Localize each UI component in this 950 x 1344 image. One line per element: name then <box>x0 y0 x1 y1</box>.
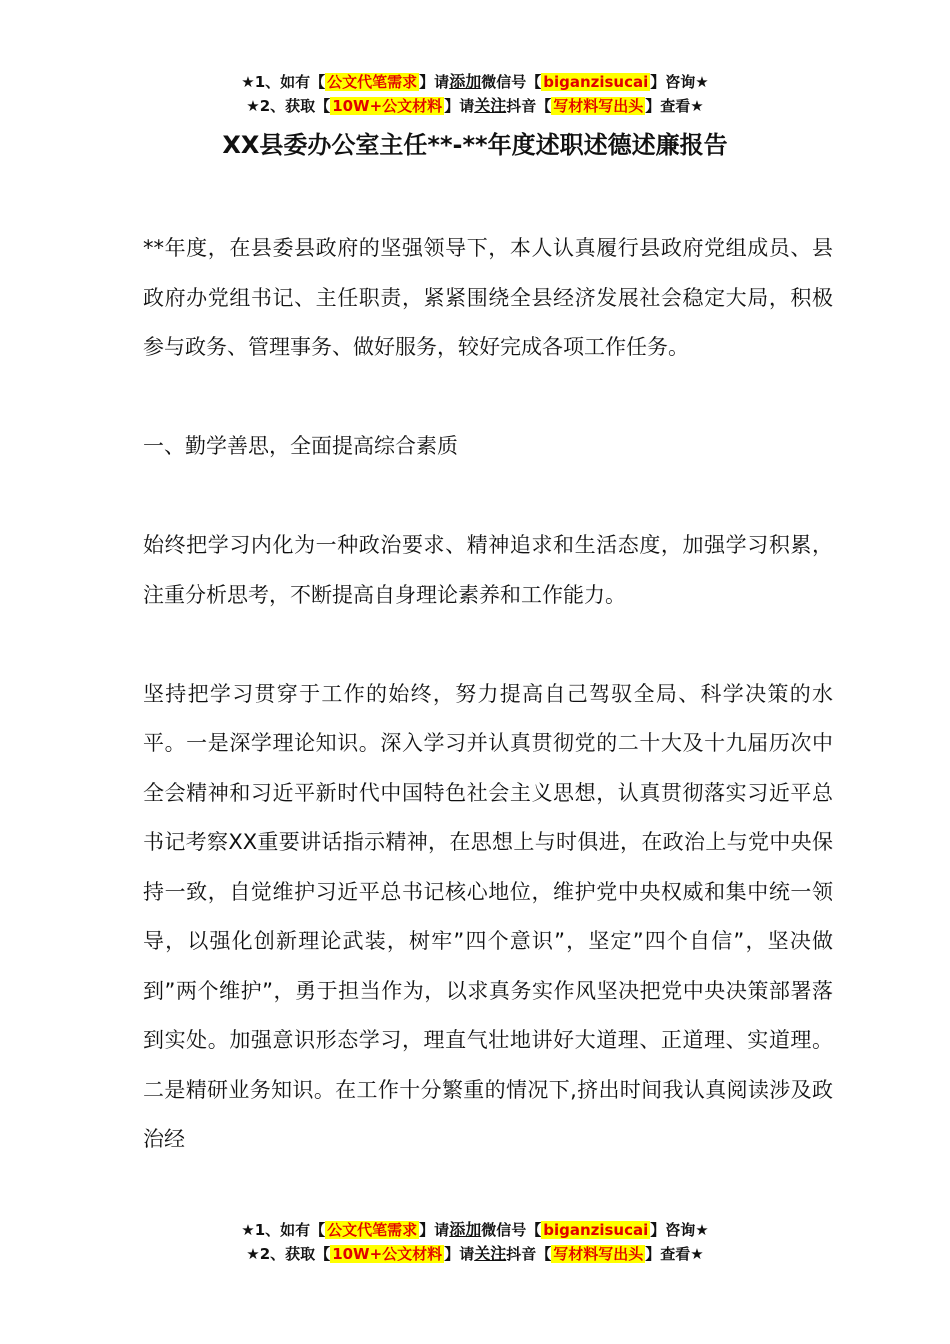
paragraph: 坚持把学习贯穿于工作的始终，努力提高自己驾驭全局、科学决策的水平。一是深学理论知识。深入学习并认真贯彻党的二十大及十九届历次中全会精神和习近平新时代中国特色社会主义思想，认真贯彻落实习近平总书记考察XX重要讲话指示精神，在思想上与时俱进，在政治上与党中央保持一致，自觉维护习近平总书记核心地位，维护党中央权威和集中统一领导，以强化创新理论武装，树牢”四个意识”，坚定”四个自信”，坚决做到”两个维护”，勇于担当作为，以求真务实作风坚决把党中央决策部署落到实处。加强意识形态学习，理直气壮地讲好大道理、正道理、实道理。二是精研业务知识。在工作十分繁重的情况下,挤出时间我认真阅读涉及政治经 <box>143 681 833 1151</box>
paragraph: 始终把学习内化为一种政治要求、精神追求和生活态度，加强学习积累，注重分析思考，不断提高自身理论素养和工作能力。 <box>143 533 833 607</box>
document-title: XX县委办公室主任**-**年度述职述德述廉报告 <box>222 131 728 159</box>
banner-text: ★2、获取【 <box>246 97 331 115</box>
paragraph-intro: **年度，在县委县政府的坚强领导下，本人认真履行县政府党组成员、县政府办党组书记、主任职责，紧紧围绕全县经济发展社会稳定大局，积极参与政务、管理事务、做好服务，较好完成各项工作任务。 <box>143 236 833 359</box>
banner-text: 】查看★ <box>645 97 704 115</box>
banner-line-2 <box>0 1242 950 1266</box>
banner-text: 抖音【 <box>506 1245 552 1263</box>
banner-text: 】咨询★ <box>650 1221 709 1239</box>
banner-text: 】咨询★ <box>650 73 709 91</box>
banner-text: 抖音【 <box>506 97 552 115</box>
banner-underline: 添加 <box>449 72 482 91</box>
banner-underline: 添加 <box>449 1220 482 1239</box>
banner-wechat-id: biganzisucai <box>543 1221 649 1239</box>
section-heading: 一、勤学善思，全面提高综合素质 <box>143 434 458 458</box>
banner-text: 】请 <box>444 1245 475 1263</box>
banner-text: 】查看★ <box>645 1245 704 1263</box>
header-banner <box>0 70 950 118</box>
banner-text: 微信号【 <box>481 1221 542 1239</box>
banner-highlight: 10W+公文材料 <box>332 1245 443 1263</box>
banner-text: 】请 <box>419 1221 450 1239</box>
banner-underline: 关注 <box>474 1244 507 1263</box>
document-body <box>143 224 833 1214</box>
banner-line-1 <box>0 1218 950 1242</box>
banner-highlight: 公文代笔需求 <box>327 1221 418 1239</box>
banner-text: ★2、获取【 <box>246 1245 331 1263</box>
banner-underline: 关注 <box>474 96 507 115</box>
banner-text: ★1、如有【 <box>241 73 326 91</box>
banner-highlight: 公文代笔需求 <box>327 73 418 91</box>
banner-text: 】请 <box>419 73 450 91</box>
banner-text: 微信号【 <box>481 73 542 91</box>
banner-highlight: 写材料写出头 <box>553 1245 644 1263</box>
banner-wechat-id: biganzisucai <box>543 73 649 91</box>
banner-line-1 <box>0 70 950 94</box>
banner-highlight: 写材料写出头 <box>553 97 644 115</box>
banner-line-2 <box>0 94 950 118</box>
banner-text: 】请 <box>444 97 475 115</box>
banner-highlight: 10W+公文材料 <box>332 97 443 115</box>
footer-banner <box>0 1218 950 1266</box>
banner-text: ★1、如有【 <box>241 1221 326 1239</box>
